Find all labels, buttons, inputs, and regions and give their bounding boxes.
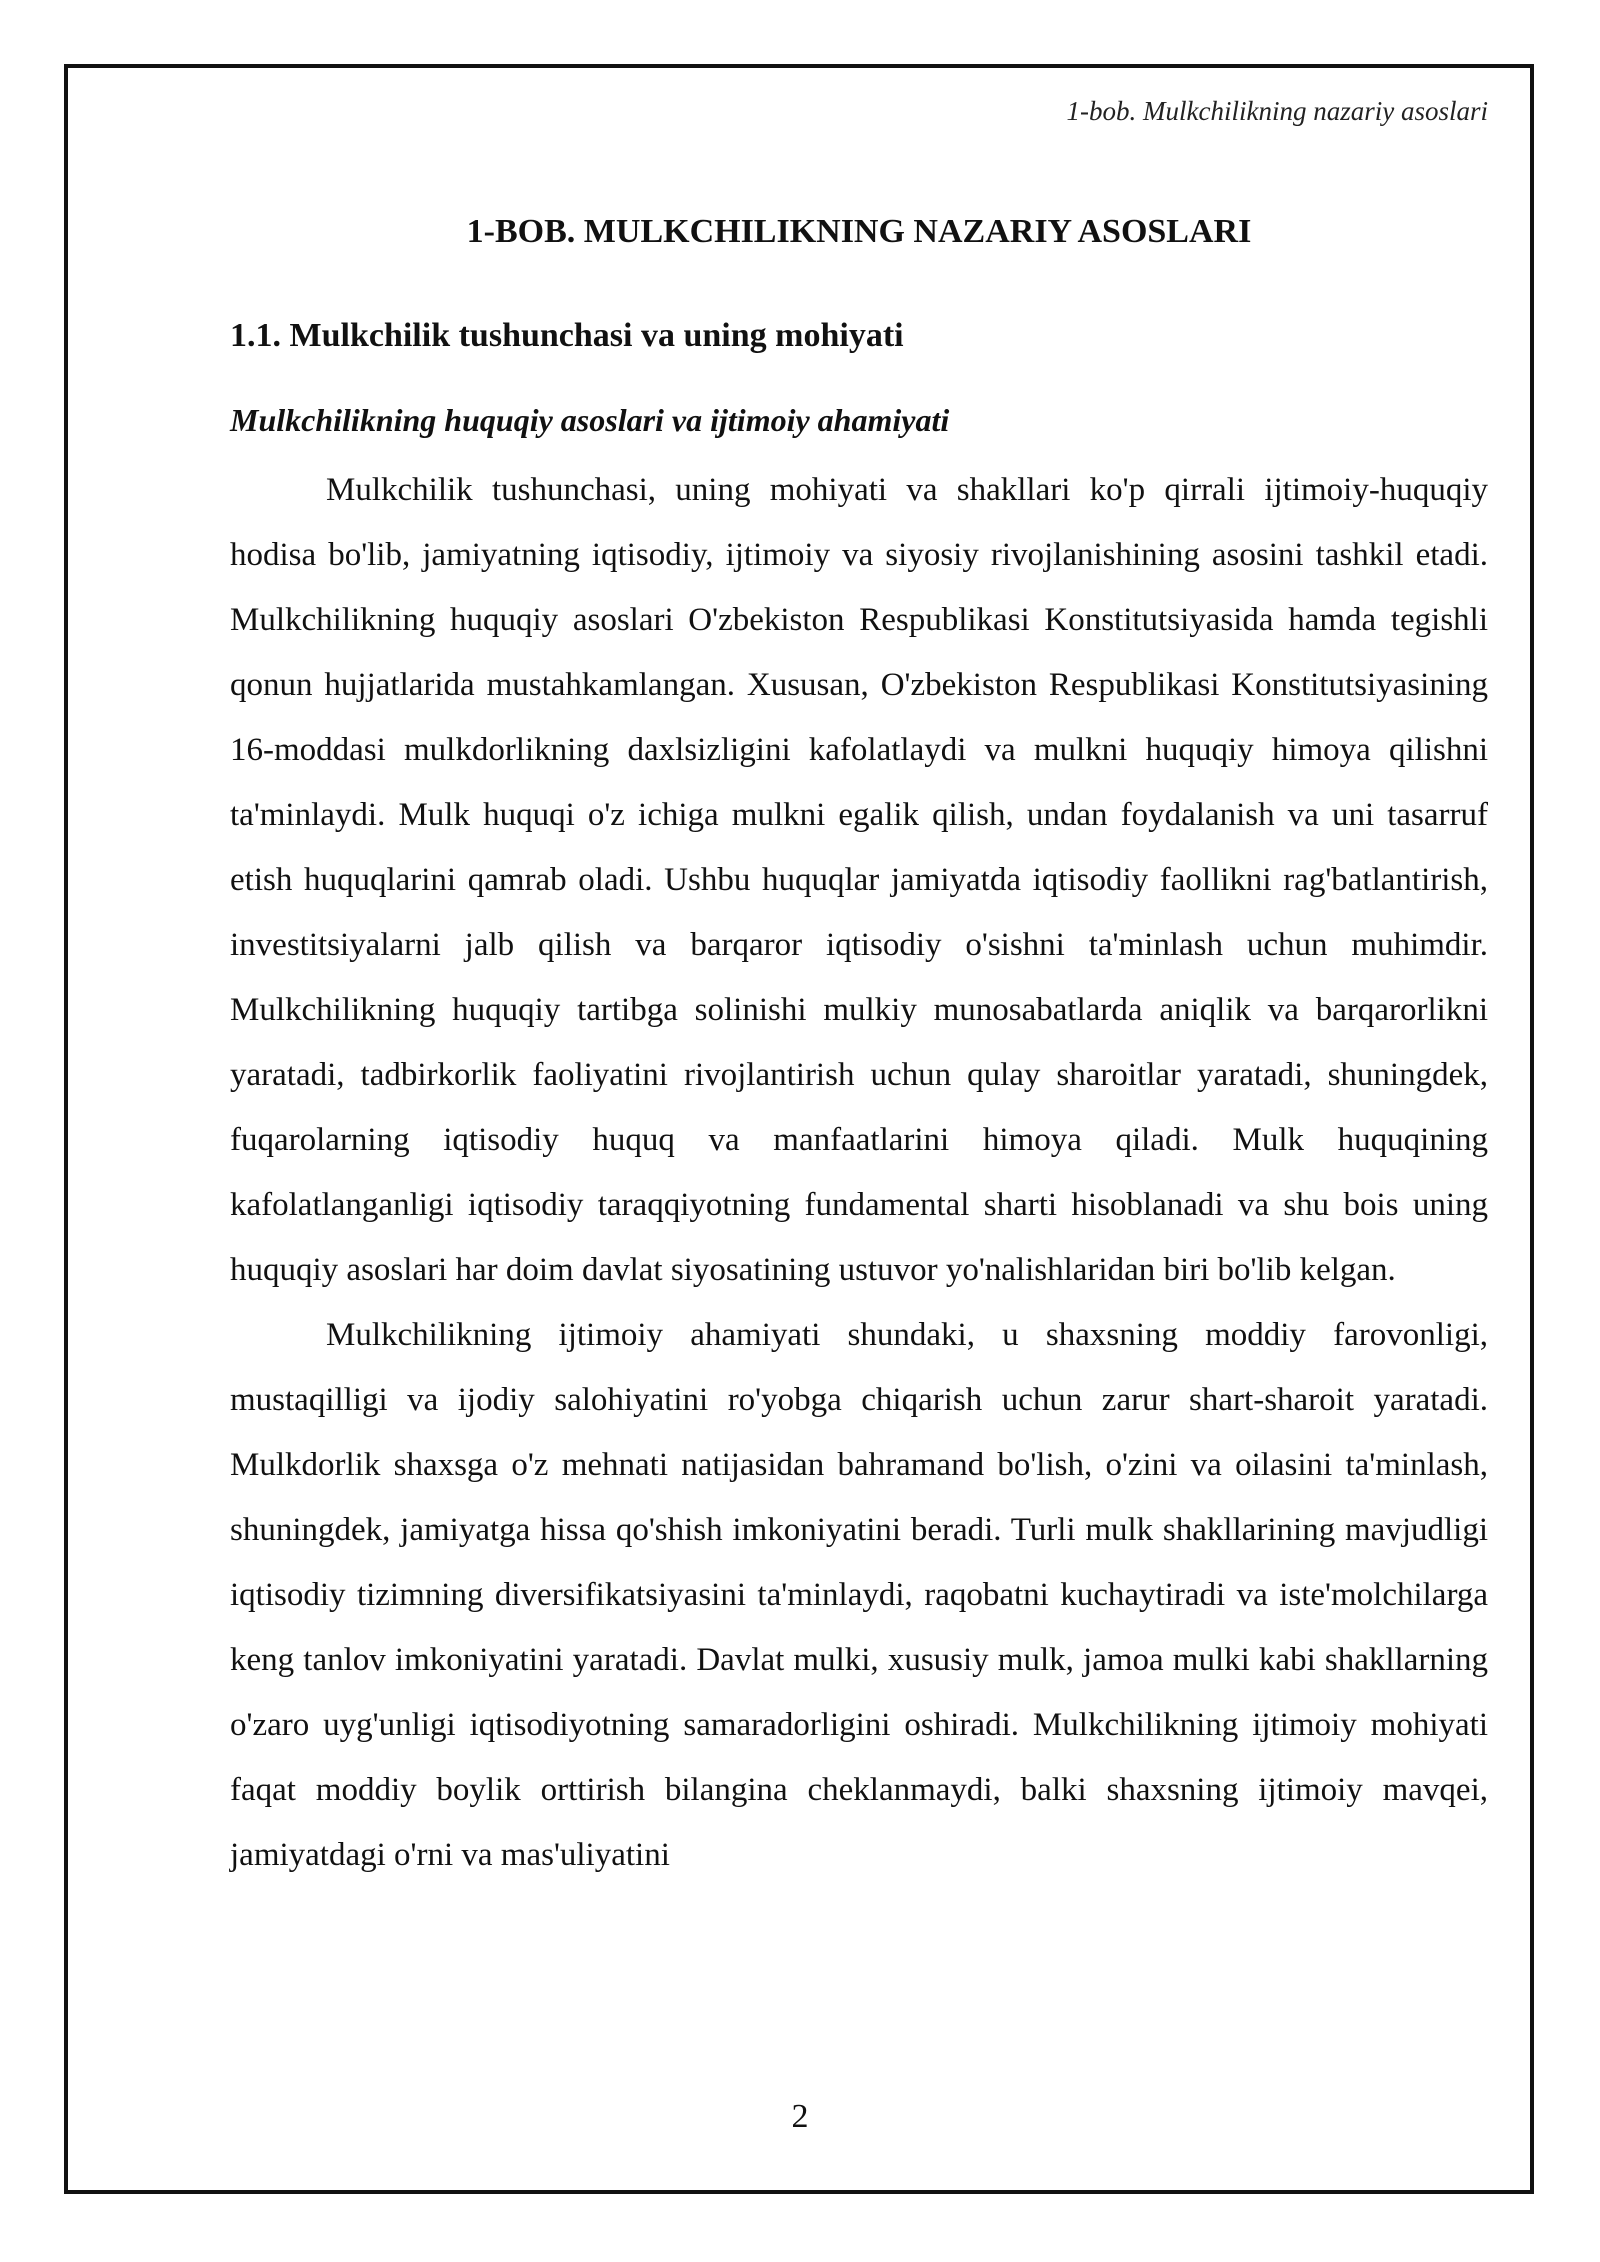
body-paragraph: Mulkchilikning ijtimoiy ahamiyati shundaki, u shaxsning moddiy farovonligi, mustaqilligi va ijodiy salohiyatini ro'yobga chiqarish uchun zarur shart-sharoit yaratadi. Mulkdorlik shaxsga o'z mehnati natijasidan bahramand bo'lish, o'zini va oilasini ta'minlash, shuningdek, jamiyatga hissa qo'shish imkoniyatini beradi. Turli mulk shakllarining mavjudligi iqtisodiy tizimning diversifikatsiyasini ta'minlaydi, raqobatni kuchaytiradi va iste'molchilarga keng tanlov imkoniyatini yaratadi. Davlat mulki, xususiy mulk, jamoa mulki kabi shakllarning o'zaro uyg'unligi iqtisodiyotning samaradorligini oshiradi. Mulkchilikning ijtimoiy mohiyati faqat moddiy boylik orttirish bilangina cheklanmaydi, balki shaxsning ijtimoiy mavqei, jamiyatdagi o'rni va mas'uliyatini: [230, 1316, 1488, 1873]
body-paragraph: Mulkchilik tushunchasi, uning mohiyati va shakllari ko'p qirrali ijtimoiy-huquqiy hodisa bo'lib, jamiyatning iqtisodiy, ijtimoiy va siyosiy rivojlanishining asosini tashkil etadi. Mulkchilikning huquqiy asoslari O'zbekiston Respublikasi Konstitutsiyasida hamda tegishli qonun hujjatlarida mustahkamlangan. Xususan, O'zbekiston Respublikasi Konstitutsiyasining 16-moddasi mulkdorlikning daxlsizligini kafolatlaydi va mulkni huquqiy himoya qilishni ta'minlaydi. Mulk huquqi o'z ichiga mulkni egalik qilish, undan foydalanish va uni tasarruf etish huquqlarini qamrab oladi. Ushbu huquqlar jamiyatda iqtisodiy faollikni rag'batlantirish, investitsiyalarni jalb qilish va barqaror iqtisodiy o'sishni ta'minlash uchun muhimdir. Mulkchilikning huquqiy tartibga solinishi mulkiy munosabatlarda aniqlik va barqarorlikni yaratadi, tadbirkorlik faoliyatini rivojlantirish uchun qulay sharoitlar yaratadi, shuningdek, fuqarolarning iqtisodiy huquq va manfaatlarini himoya qiladi. Mulk huquqining kafolatlanganligi iqtisodiy taraqqiyotning fundamental sharti hisoblanadi va shu bois uning huquqiy asoslari har doim davlat siyosatining ustuvor yo'nalishlaridan biri bo'lib kelgan.: [230, 471, 1488, 1288]
section-title: 1.1. Mulkchilik tushunchasi va uning mohiyati: [230, 317, 904, 355]
subsection-title: Mulkchilikning huquqiy asoslari va ijtimoiy ahamiyati: [230, 402, 950, 439]
page-content: [230, 210, 1488, 1888]
chapter-title: 1-BOB. MULKCHILIKNING NAZARIY ASOSLARI: [466, 213, 1252, 250]
running-header: 1-bob. Mulkchilikning nazariy asoslari: [1066, 96, 1488, 126]
page-number: 2: [791, 2098, 809, 2135]
